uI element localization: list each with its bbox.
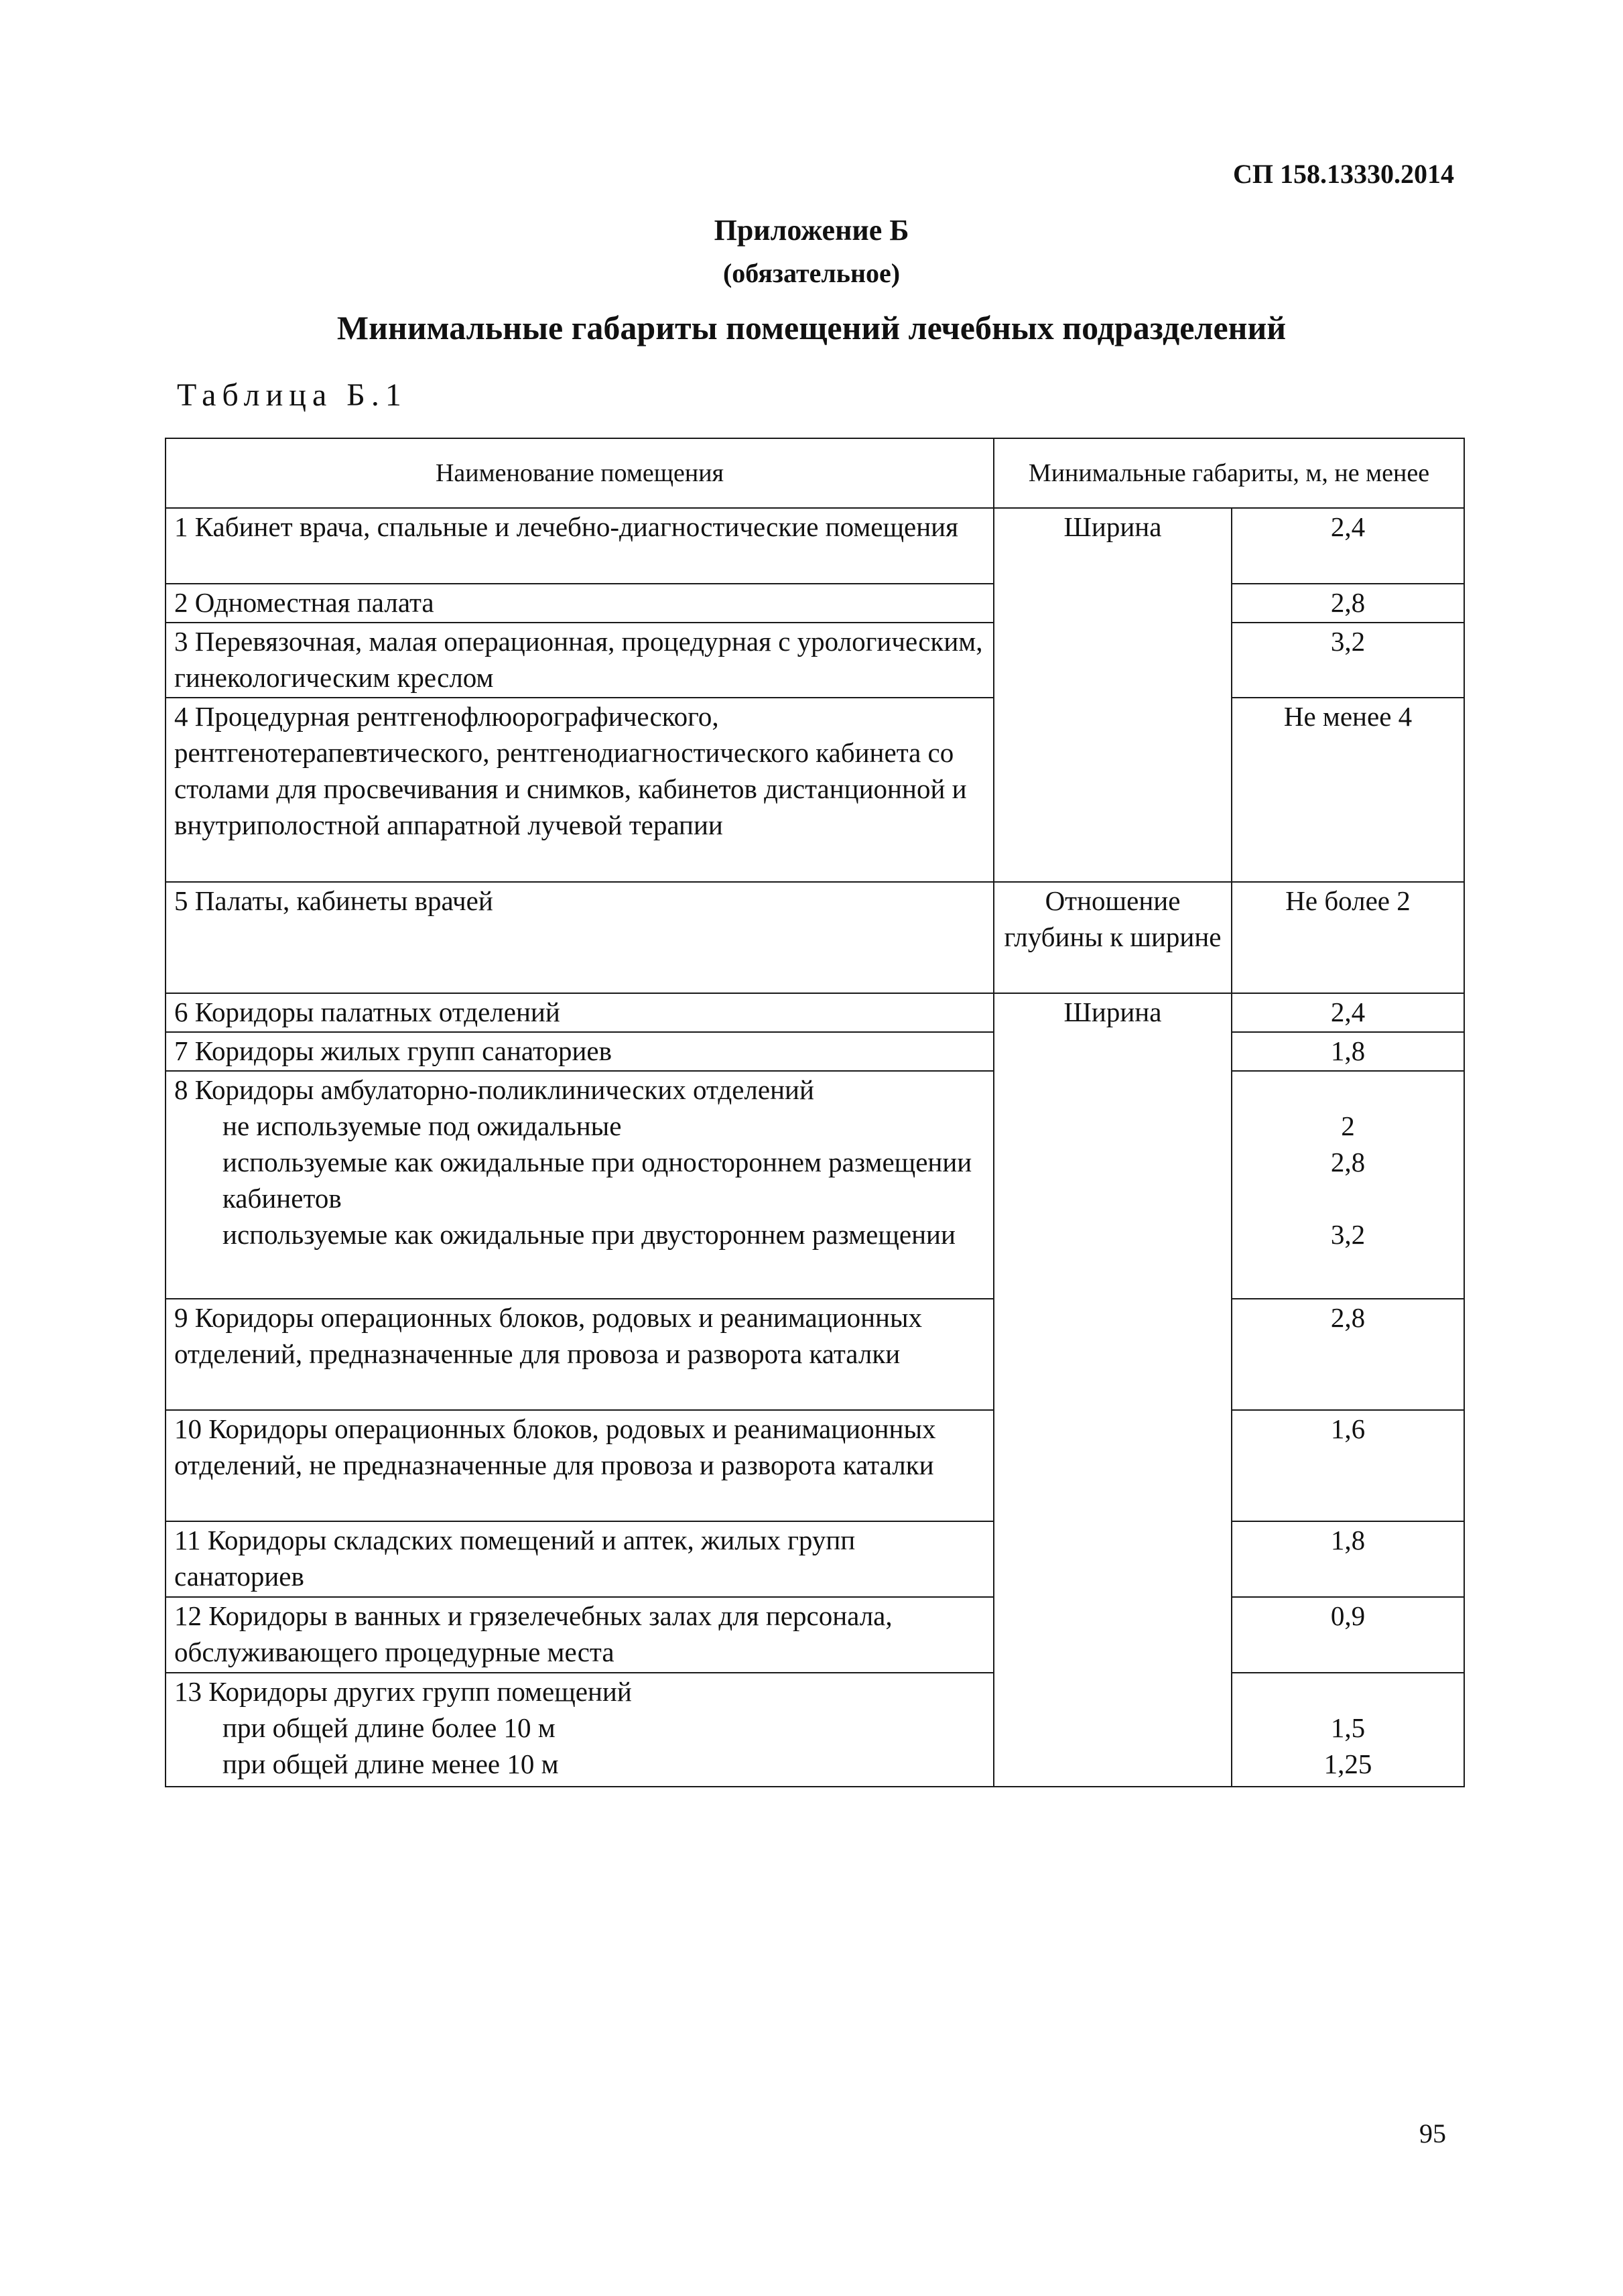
table-row (166, 508, 1464, 584)
room-name (166, 1071, 994, 1299)
room-sub-name: при общей длине менее 10 м (222, 1748, 559, 1779)
room-value: 2,4 (1232, 508, 1464, 584)
table-row (166, 1071, 1464, 1299)
room-name: 1 Кабинет врача, спальные и лечебно-диагностические помещения (166, 508, 994, 584)
room-name: 10 Коридоры операционных блоков, родовых и реанимационных отделений, не предназначенные для провоза и разворота каталки (166, 1410, 994, 1521)
header-room-name: Наименование помещения (166, 438, 994, 508)
room-value: 1,6 (1232, 1410, 1464, 1521)
room-value (1232, 1673, 1464, 1787)
room-name: 11 Коридоры складских помещений и аптек, жилых групп санаториев (166, 1521, 994, 1597)
room-name: 3 Перевязочная, малая операционная, процедурная с урологическим, гинекологическим креслом (166, 623, 994, 698)
table-header-row (166, 438, 1464, 508)
param-cell-width-2: Ширина (994, 993, 1232, 1787)
room-name (166, 1673, 994, 1787)
room-sub-value: 1,25 (1323, 1748, 1372, 1779)
table-row (166, 1032, 1464, 1071)
room-value: 3,2 (1232, 623, 1464, 698)
param-cell-width: Ширина (994, 508, 1232, 882)
room-value: 2,4 (1232, 993, 1464, 1032)
table-row (166, 698, 1464, 882)
room-name-main: 13 Коридоры других групп помещений (174, 1676, 632, 1707)
room-sub-value: 2,8 (1330, 1147, 1366, 1177)
room-name: 2 Одноместная палата (166, 584, 994, 623)
table-row (166, 1597, 1464, 1673)
annex-subtitle: (обязательное) (722, 258, 901, 288)
room-name: 9 Коридоры операционных блоков, родовых и реанимационных отделений, предназначенные для провоза и разворота каталки (166, 1299, 994, 1410)
room-value: Не более 2 (1232, 882, 1464, 993)
room-sub-value: 3,2 (1330, 1219, 1366, 1250)
table-row (166, 1673, 1464, 1787)
room-sub-name: при общей длине более 10 м (222, 1712, 556, 1743)
document-code: СП 158.13330.2014 (1233, 159, 1454, 189)
room-sub-value: 2 (1341, 1110, 1355, 1141)
room-value: 1,8 (1232, 1032, 1464, 1071)
table-caption: Таблица Б.1 (177, 377, 407, 413)
room-value: 2,8 (1232, 1299, 1464, 1410)
room-value: 1,8 (1232, 1521, 1464, 1597)
table-row (166, 882, 1464, 993)
room-value (1232, 1071, 1464, 1299)
table-row (166, 584, 1464, 623)
room-sub-name: используемые как ожидальные при двустороннем размещении (222, 1219, 956, 1250)
room-sub-value: 1,5 (1330, 1712, 1366, 1743)
table-row (166, 1299, 1464, 1410)
room-value: 2,8 (1232, 584, 1464, 623)
table-row (166, 1410, 1464, 1521)
room-name-main: 8 Коридоры амбулаторно-поликлинических отделений (174, 1074, 814, 1105)
room-name: 5 Палаты, кабинеты врачей (166, 882, 994, 993)
annex-title: Приложение Б (714, 214, 909, 247)
room-name: 7 Коридоры жилых групп санаториев (166, 1032, 994, 1071)
room-name: 12 Коридоры в ванных и грязелечебных залах для персонала, обслуживающего процедурные места (166, 1597, 994, 1673)
room-sub-name: используемые как ожидальные при одностороннем размещении кабинетов (222, 1147, 972, 1214)
page-heading: Минимальные габариты помещений лечебных подразделений (336, 309, 1287, 346)
room-name: 6 Коридоры палатных отделений (166, 993, 994, 1032)
dimensions-table (165, 438, 1465, 1787)
room-value: Не менее 4 (1232, 698, 1464, 882)
table-row (166, 993, 1464, 1032)
param-cell-ratio: Отношение глубины к ширине (994, 882, 1232, 993)
room-value: 0,9 (1232, 1597, 1464, 1673)
room-name: 4 Процедурная рентгенофлюорографического, рентгенотерапевтического, рентгенодиагностического кабинета со столами для просвечивания и снимков, кабинетов дистанционной и внутриполостной аппаратной лучевой терапии (166, 698, 994, 882)
table-row (166, 1521, 1464, 1597)
header-min-dimensions: Минимальные габариты, м, не менее (994, 438, 1464, 508)
page-number: 95 (1419, 2118, 1446, 2149)
room-sub-name: не используемые под ожидальные (222, 1110, 622, 1141)
table-row (166, 623, 1464, 698)
